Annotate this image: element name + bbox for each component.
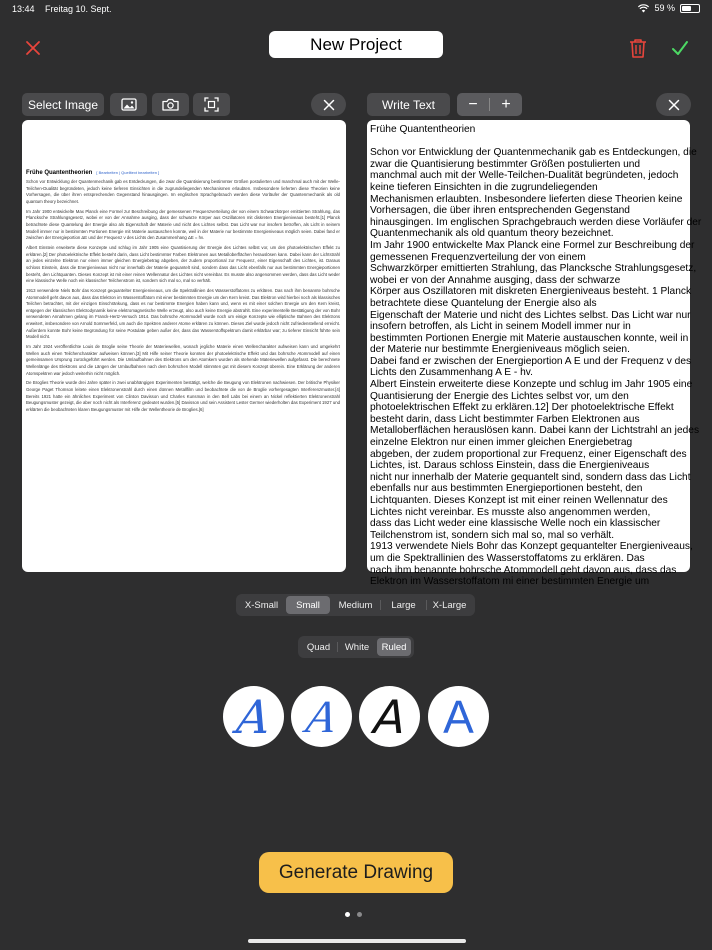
text-line: Schon vor Entwicklung der Quantenmechanik gab es Entdeckungen, die — [370, 147, 697, 159]
generate-drawing-button[interactable]: Generate Drawing — [259, 852, 453, 893]
font-size-stepper[interactable] — [457, 93, 522, 116]
text-line: Körper aus Oszillatoren mit diskreten Energieniveaus besteht. 1 Planck — [370, 286, 692, 298]
handwriting-sample-glyph: A — [443, 690, 474, 743]
text-line: um die Spektrallinien des Wasserstoffatoms zu erklären. Das — [370, 552, 645, 564]
size-option-x-large[interactable]: X-Large — [432, 599, 467, 611]
scan-button[interactable] — [193, 93, 230, 116]
photo-library-button[interactable] — [110, 93, 147, 116]
handwriting-style-option[interactable] — [359, 686, 420, 747]
text-line: Frühe Quantentheorien — [370, 124, 476, 135]
text-line: nicht nur innerhalb der Materie gequantelt sind, sondern dass das Licht — [370, 471, 691, 483]
cancel-button[interactable] — [22, 37, 44, 59]
write-text-button[interactable]: Write Text — [367, 93, 450, 116]
text-line: zwar die Quantisierung bestimmter Größen postulierten und — [370, 158, 641, 170]
handwriting-style-option[interactable] — [223, 686, 284, 747]
text-line: der Materie nur bestimmte Energieniveaus möglich seien. — [370, 344, 630, 356]
text-line: Lichtes, ist. Daraus schloss Einstein, dass die Energieniveaus — [370, 460, 650, 472]
document-edit-links: [ Bearbeiten | Quelltext bearbeiten ] — [96, 170, 160, 175]
checkmark-icon — [670, 38, 690, 58]
handwriting-style-option[interactable] — [428, 686, 489, 747]
text-line: Dabei fand er zwischen der Energieportion A E und der Frequenz v des — [370, 355, 692, 367]
status-time: 13:44 — [12, 4, 35, 14]
page-indicator[interactable] — [345, 912, 362, 917]
handwriting-sample-glyph: A — [234, 689, 273, 744]
text-line: nach ihm benannte bohrsche Atommodell geht davon aus, dass das — [370, 564, 677, 576]
text-line: 1913 verwendete Niels Bohr das Konzept gequantelter Energieniveaus, — [370, 541, 693, 553]
document-heading — [26, 170, 340, 176]
select-image-button[interactable]: Select Image — [22, 93, 104, 116]
text-line: einzelne Elektron nur einen immer gleichen Energiebetrag — [370, 437, 633, 449]
text-line: abgeben, der zudem proportional zur Frequenz, einer Eigenschaft des — [370, 448, 687, 460]
text-line: Lichtes nicht vereinbar. Es musste also angenommen werden, — [370, 506, 651, 518]
status-bar — [0, 0, 712, 20]
paper-option-white[interactable]: White — [344, 641, 370, 653]
size-option-x-small[interactable]: X-Small — [244, 599, 279, 611]
battery-icon — [680, 4, 700, 13]
text-line: insofern betroffen, als Licht in seinem Modell immer nur in — [370, 321, 631, 333]
text-line: hinausgingen. Im englischen Sprachgebrauch werden diese Vorläufer der — [370, 216, 702, 228]
document-body — [26, 179, 340, 414]
selected-image-preview — [22, 120, 346, 572]
delete-button[interactable] — [629, 38, 647, 58]
battery-fill — [682, 6, 691, 11]
text-line: gemessenen Frequenzverteilung der von einem — [370, 251, 586, 263]
close-icon — [668, 99, 680, 111]
text-line: Schwarzkörper emittierten Strahlung, das Plancksche Strahlungsgesetz, — [370, 263, 697, 275]
text-line: dass das Licht weder eine klassische Welle noch ein klassischer — [370, 518, 661, 530]
text-line: Quantisierung der Energie des Lichtes selbst vor, um den — [370, 390, 629, 402]
text-line: bestimmten Portionen Energie mit Materie austauschen konnte, weil in — [370, 332, 689, 344]
text-line: wobei er von der Annahme ausging, dass der schwarze — [370, 274, 621, 286]
text-line: betrachtete diese Quantelung der Energie also als — [370, 297, 597, 309]
clear-image-button[interactable] — [311, 93, 346, 116]
text-editor[interactable] — [367, 120, 702, 588]
text-line: Vorhersagen, die über ihren entsprechenden Gegenstand — [370, 205, 630, 217]
scan-icon — [204, 97, 219, 112]
home-indicator[interactable] — [248, 939, 466, 943]
page-dot[interactable] — [345, 912, 350, 917]
handwriting-style-option[interactable] — [291, 686, 352, 747]
paper-option-quad[interactable]: Quad — [306, 641, 331, 653]
size-option-small[interactable]: Small — [286, 596, 330, 614]
size-option-medium[interactable]: Medium — [338, 599, 373, 611]
page-dot[interactable] — [357, 912, 362, 917]
status-right — [638, 3, 700, 13]
text-line: Metalloberflächen herauslösen kann. Dabei kann der Lichtstrahl an jedes — [370, 425, 700, 437]
increase-button[interactable]: + — [501, 96, 511, 113]
document-paragraph: 1913 verwendete Niels Bohr das Konzept gequantelter Energieniveaus, um die Spektrallinien des Wasserstoffatoms zu erklären. Das nach ihm benannte bohrsche Atommodell geht davon aus, dass das Elektron im Wasserstoffatom mit einer bestimmten Energie um den Kern kreist. Das Elektron wird hierbei noch als klassisches Teilchen betrachtet, mit der einzigen Einschränkung, dass es nur bestimmte Energien haben kann und, wenn es mit einer solchen Energie um den Kern kreist, entgegen der klassischen Elektrodynamik keine elektromagnetische Welle erzeugt, also auch keine Energie abstrahlt. Eine experimentelle Bestätigung der von Bohr verwendeten Annahmen gelang im Franck-Hertz-Versuch 1914. Das bohrsche Atommodell wurde noch um einige Konzepte wie elliptische Bahnen des Elektrons erweitert, insbesondere von Arnold Sommerfeld, um auch die Spektren anderer Atome erklären zu können. Dieses Ziel wurde jedoch nicht zufriedenstellend erreicht. Außerdem konnte Bohr keine Begründung für seine Postulate geben außer der, dass das Wasserstoffspektrum damit erklärbar war; zu tieferer Einsicht führte sein Modell nicht. — [26, 287, 340, 340]
handwriting-sample-glyph: A — [371, 689, 408, 744]
document-paragraph: Schon vor Entwicklung der Quantenmechanik gab es Entdeckungen, die zwar die Quantisierung bestimmter Größen postulierten und manchmal auch mit der Welle-Teilchen-Dualität begründeten, jedoch keine tieferen Einsichten in die zugrundeliegenden Mechanismen erlaubten. Insbesondere lieferten diese Theorien keine Vorhersagen, die über ihren entsprechenden Gegenstand hinausgingen. Im englischen Sprachgebrauch werden diese Vorläufer der Quantenmechanik als old quantum theory bezeichnet. — [26, 179, 340, 204]
size-option-large[interactable]: Large — [391, 599, 416, 611]
close-icon — [22, 37, 44, 59]
text-line: Im Jahr 1900 entwickelte Max Planck eine Formel zur Beschreibung der — [370, 239, 695, 251]
paper-style-selector[interactable] — [298, 636, 414, 658]
paper-option-ruled[interactable]: Ruled — [377, 638, 411, 656]
status-date: Freitag 10. Sept. — [45, 4, 112, 14]
handwriting-sample-glyph: A — [303, 690, 341, 742]
text-blank-line — [370, 136, 686, 148]
document-paragraph: Im Jahr 1924 veröffentlichte Louis de Broglie seine Theorie der Materiewellen, wonach jegliche Materie einen Wellencharakter aufweisen kann und umgekehrt Wellen auch einen Teilchencharakter aufweisen können.[3] Mit Hilfe seiner Theorie konnten der photoelektrische Effekt und das bohrsche Atommodell auf einen gemeinsamen Ursprung zurückgeführt werden. Die Umlaufbahnen des Elektrons um den Atomkern wurden als stehende Materiewellen aufgefasst. Die berechnete Wellenlänge des Elektrons und die Längen der Umlaufbahnen nach dem bohrschen Modell stimmten gut mit diesem Konzept überein. Eine Erklärung der anderen Atomspektren war jedoch weiterhin nicht möglich. — [26, 344, 340, 376]
text-line: Teilchenstrom ist, sondern sich mal so, mal so verhält. — [370, 529, 615, 541]
document-paragraph: De Broglies Theorie wurde drei Jahre später in zwei unabhängigen Experimenten bestätigt, welche die Beugung von Elektronen nachwiesen. Der britische Physiker George Paget Thomson leitete einen Elektronenstrahl durch einen dünnen Metallfilm und beobachtete die von de Broglie vorhergesagten Interferenzmuster.[4] Bereits 1921 hatte ein ähnliches Experiment von Clinton Davisson und Charles Kunsman in den Bell Labs bei einem an Nickel reflektierten Elektronenstrahl Beugungsmuster gezeigt, die aber noch nicht als Interferenz gedeutet wurden.[5] Davisson und sein Assistent Lester Germer wiederholten das Experiment 1927 und erklärten die beobachteten klaren Beugungsmuster mit Hilfe der Wellentheorie de Broglies.[6] — [26, 380, 340, 412]
decrease-button[interactable]: − — [468, 96, 478, 113]
camera-icon — [162, 98, 179, 111]
wifi-icon — [638, 4, 649, 13]
text-line: photoelektrischen Effekt zu erklären.12] Der photoelektrische Effekt — [370, 402, 674, 414]
text-line: besteht darin, dass Licht bestimmter Farben Elektronen aus — [370, 413, 640, 425]
close-icon — [323, 99, 335, 111]
text-line: Mechanismen erlaubten. Insbesondere lieferten diese Theorien keine — [370, 193, 683, 205]
text-line: manchmal auch mit der Welle-Teilchen-Dualität begründeten, jedoch — [370, 170, 679, 182]
project-title-field[interactable]: New Project — [269, 31, 443, 58]
document-paragraph: Albert Einstein erweiterte diese Konzepte und schlug im Jahr 1905 eine Quantisierung der Energie des Lichtes selbst vor, um den photoelektrischen Effekt zu erklären.[2] Der photoelektrische Effekt besteht darin, dass Licht bestimmter Farben Elektronen aus Metalloberflächen herauslösen kann. Dabei kann der Lichtstrahl an jedes einzelne Elektron nur einen immer gleichen Energiebetrag abgeben, der zudem proportional zur Frequenz, einer Eigenschaft des Lichtes, ist. Daraus schloss Einstein, dass die Energieniveaus nicht nur innerhalb der Materie gequantelt sind, sondern dass das Licht ebenfalls nur aus bestimmten Energieportionen besteht, den Lichtquanten. Dieses Konzept ist mit einer reinen Wellennatur des Lichtes nicht vereinbar. Es musste also angenommen werden, dass das Licht weder eine klassische Welle noch ein klassischer Teilchenstrom ist, sondern sich mal so, mal so verhält. — [26, 244, 340, 284]
text-line: keine tieferen Einsichten in die zugrundeliegenden — [370, 181, 598, 193]
text-line: Lichtquanten. Dieses Konzept ist mit einer reinen Wellennatur des — [370, 495, 668, 506]
text-line: Elektron im Wasserstoffatom mi einer bestimmten Energie um — [370, 576, 650, 588]
photo-library-icon — [121, 98, 137, 111]
clear-text-button[interactable] — [656, 93, 691, 116]
trash-icon — [629, 38, 647, 58]
text-line: Quantenmechanik als old quantum theory bezeichnet. — [370, 228, 614, 240]
text-line: Lichts den Zusammenhang A E - hv. — [370, 367, 533, 379]
document-heading-text: Frühe Quantentheorien — [26, 170, 93, 176]
camera-button[interactable] — [152, 93, 189, 116]
text-line: ebenfalls nur aus bestimmten Energieportionen besteht, den — [370, 483, 643, 495]
size-selector[interactable] — [236, 594, 475, 616]
battery-percent: 59 % — [654, 3, 675, 13]
text-line: Eigenschaft der Materie und nicht des Lichtes selbst. Das Licht war nur — [370, 309, 691, 321]
document-paragraph: Im Jahr 1900 entwickelte Max Planck eine Formel zur Beschreibung der gemessenen Frequenzverteilung der von einem Schwarzkörper emittierten Strahlung, das Plancksche Strahlungsgesetz, wobei er von der Annahme ausging, dass der schwarze Körper aus Oszillatoren mit diskreten Energieniveaus besteht.[1] Planck betrachtete diese Quantelung der Energie also als Eigenschaft der Materie und nicht des Lichtes selbst. Das Licht war nur insofern betroffen, als Licht in seinem Modell immer nur in bestimmten Portionen Energie mit Materie austauschen konnte, weil in der Materie nur bestimmte Energieniveaus möglich seien. Dabei fand er zwischen der Energieportion ΔE und der Frequenz ν des Lichts den Zusammenhang ΔE = hν. — [26, 208, 340, 241]
confirm-button[interactable] — [670, 38, 690, 58]
text-line: Albert Einstein erweiterte diese Konzepte und schlug im Jahr 1905 eine — [370, 379, 693, 391]
